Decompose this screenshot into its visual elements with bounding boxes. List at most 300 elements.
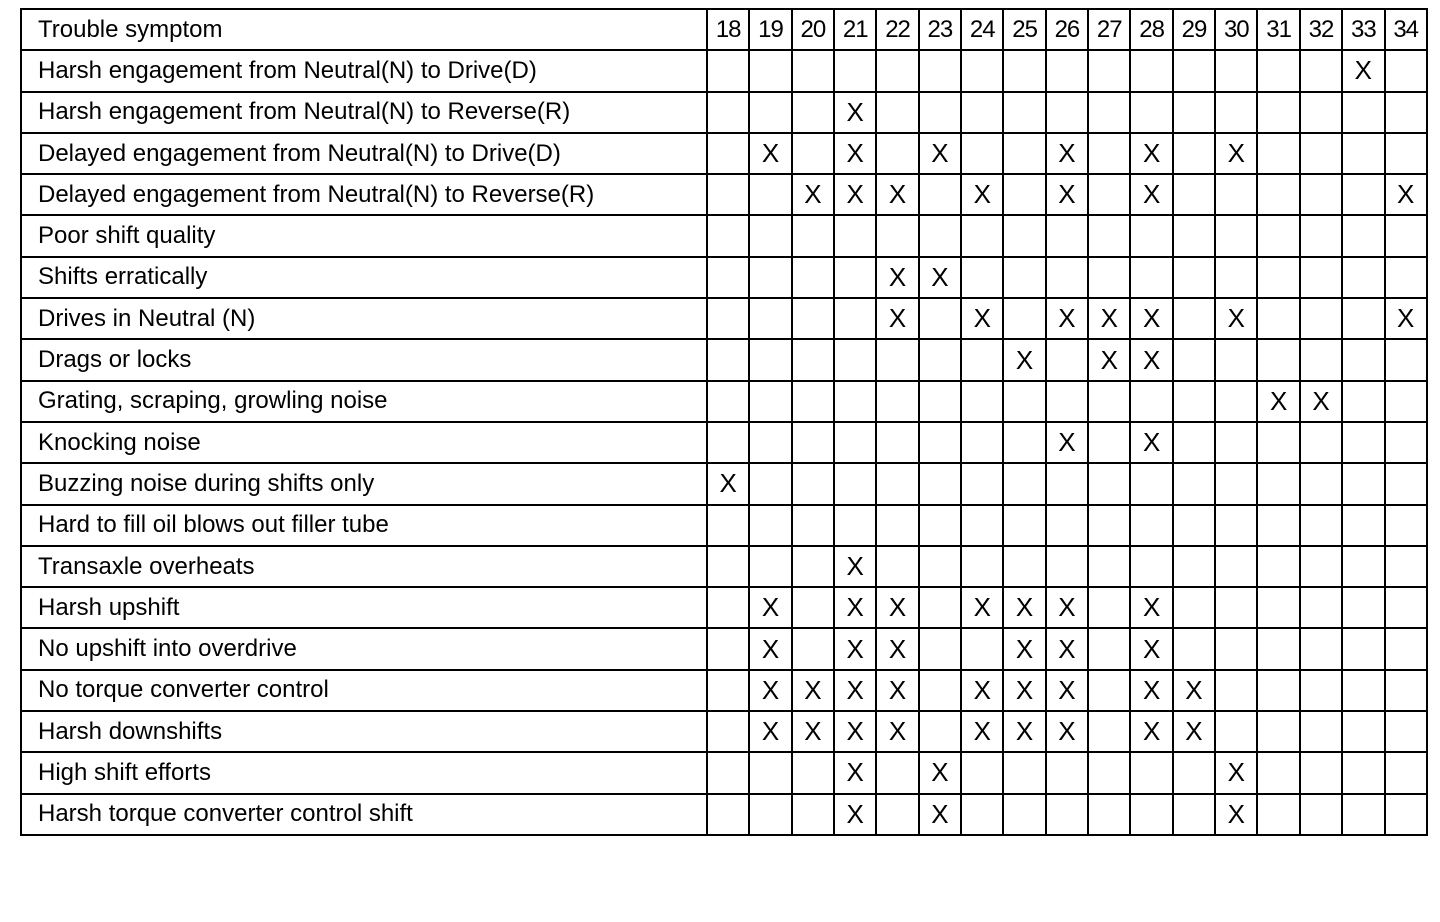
empty-cell	[961, 546, 1003, 587]
empty-cell	[961, 92, 1003, 133]
empty-cell	[1385, 794, 1427, 835]
check-mark-cell: X	[834, 711, 876, 752]
check-mark-cell: X	[1342, 50, 1384, 91]
empty-cell	[1257, 794, 1299, 835]
empty-cell	[919, 670, 961, 711]
empty-cell	[876, 50, 918, 91]
empty-cell	[1130, 463, 1172, 504]
empty-cell	[792, 50, 834, 91]
column-header-27: 27	[1088, 9, 1130, 50]
empty-cell	[1173, 505, 1215, 546]
empty-cell	[876, 133, 918, 174]
empty-cell	[1173, 215, 1215, 256]
empty-cell	[1173, 92, 1215, 133]
check-mark-cell: X	[1003, 628, 1045, 669]
check-mark-cell: X	[834, 587, 876, 628]
empty-cell	[1003, 546, 1045, 587]
empty-cell	[1300, 92, 1342, 133]
empty-cell	[1257, 628, 1299, 669]
empty-cell	[792, 133, 834, 174]
empty-cell	[1088, 133, 1130, 174]
empty-cell	[749, 752, 791, 793]
symptom-label: Transaxle overheats	[21, 546, 707, 587]
empty-cell	[749, 174, 791, 215]
empty-cell	[1342, 670, 1384, 711]
check-mark-cell: X	[1173, 670, 1215, 711]
empty-cell	[707, 752, 749, 793]
empty-cell	[792, 463, 834, 504]
empty-cell	[1130, 215, 1172, 256]
empty-cell	[1088, 794, 1130, 835]
empty-cell	[1385, 381, 1427, 422]
empty-cell	[961, 133, 1003, 174]
empty-cell	[1088, 711, 1130, 752]
empty-cell	[961, 505, 1003, 546]
check-mark-cell: X	[919, 752, 961, 793]
check-mark-cell: X	[1046, 587, 1088, 628]
empty-cell	[1046, 215, 1088, 256]
empty-cell	[707, 794, 749, 835]
empty-cell	[1003, 92, 1045, 133]
check-mark-cell: X	[1003, 670, 1045, 711]
empty-cell	[707, 587, 749, 628]
empty-cell	[1088, 92, 1130, 133]
empty-cell	[1130, 505, 1172, 546]
empty-cell	[792, 546, 834, 587]
empty-cell	[919, 628, 961, 669]
check-mark-cell: X	[919, 133, 961, 174]
empty-cell	[1342, 463, 1384, 504]
empty-cell	[1046, 257, 1088, 298]
check-mark-cell: X	[1130, 174, 1172, 215]
trouble-symptom-chart	[20, 8, 1428, 836]
check-mark-cell: X	[834, 794, 876, 835]
empty-cell	[1300, 505, 1342, 546]
check-mark-cell: X	[1046, 298, 1088, 339]
symptom-label: Delayed engagement from Neutral(N) to Reverse(R)	[21, 174, 707, 215]
table-row	[21, 546, 1427, 587]
empty-cell	[1215, 505, 1257, 546]
empty-cell	[1215, 711, 1257, 752]
empty-cell	[707, 670, 749, 711]
empty-cell	[1215, 215, 1257, 256]
empty-cell	[1257, 422, 1299, 463]
empty-cell	[1003, 381, 1045, 422]
symptom-label: No torque converter control	[21, 670, 707, 711]
empty-cell	[876, 339, 918, 380]
column-header-34: 34	[1385, 9, 1427, 50]
empty-cell	[1385, 422, 1427, 463]
empty-cell	[1046, 752, 1088, 793]
column-header-20: 20	[792, 9, 834, 50]
empty-cell	[1003, 215, 1045, 256]
empty-cell	[919, 505, 961, 546]
empty-cell	[919, 50, 961, 91]
empty-cell	[1003, 505, 1045, 546]
column-header-26: 26	[1046, 9, 1088, 50]
empty-cell	[961, 381, 1003, 422]
empty-cell	[1088, 546, 1130, 587]
empty-cell	[1173, 257, 1215, 298]
check-mark-cell: X	[1215, 298, 1257, 339]
empty-cell	[1003, 752, 1045, 793]
table-row	[21, 670, 1427, 711]
empty-cell	[792, 505, 834, 546]
table-row	[21, 628, 1427, 669]
empty-cell	[1385, 257, 1427, 298]
empty-cell	[1257, 298, 1299, 339]
empty-cell	[792, 339, 834, 380]
symptom-label: High shift efforts	[21, 752, 707, 793]
empty-cell	[1385, 133, 1427, 174]
empty-cell	[1215, 339, 1257, 380]
empty-cell	[792, 794, 834, 835]
empty-cell	[1342, 505, 1384, 546]
empty-cell	[1300, 752, 1342, 793]
table-row	[21, 215, 1427, 256]
empty-cell	[1215, 257, 1257, 298]
empty-cell	[1257, 174, 1299, 215]
empty-cell	[1385, 628, 1427, 669]
empty-cell	[919, 711, 961, 752]
empty-cell	[1385, 752, 1427, 793]
header-trouble-symptom: Trouble symptom	[21, 9, 707, 50]
empty-cell	[1300, 587, 1342, 628]
symptom-label: Buzzing noise during shifts only	[21, 463, 707, 504]
check-mark-cell: X	[1130, 670, 1172, 711]
table-row	[21, 339, 1427, 380]
check-mark-cell: X	[961, 298, 1003, 339]
empty-cell	[1257, 215, 1299, 256]
empty-cell	[1342, 339, 1384, 380]
check-mark-cell: X	[961, 670, 1003, 711]
empty-cell	[749, 794, 791, 835]
table-body	[21, 50, 1427, 835]
empty-cell	[1046, 50, 1088, 91]
empty-cell	[919, 298, 961, 339]
check-mark-cell: X	[1215, 752, 1257, 793]
empty-cell	[1300, 215, 1342, 256]
column-header-19: 19	[749, 9, 791, 50]
empty-cell	[1088, 174, 1130, 215]
header-row	[21, 9, 1427, 50]
empty-cell	[1046, 794, 1088, 835]
empty-cell	[707, 215, 749, 256]
empty-cell	[1088, 50, 1130, 91]
check-mark-cell: X	[1215, 794, 1257, 835]
table-row	[21, 711, 1427, 752]
empty-cell	[1130, 257, 1172, 298]
empty-cell	[876, 463, 918, 504]
empty-cell	[1385, 339, 1427, 380]
empty-cell	[1173, 422, 1215, 463]
empty-cell	[1173, 628, 1215, 669]
check-mark-cell: X	[1130, 339, 1172, 380]
symptom-label: Shifts erratically	[21, 257, 707, 298]
column-header-29: 29	[1173, 9, 1215, 50]
empty-cell	[792, 628, 834, 669]
empty-cell	[834, 257, 876, 298]
empty-cell	[1215, 50, 1257, 91]
table-row	[21, 298, 1427, 339]
table-row	[21, 794, 1427, 835]
empty-cell	[707, 174, 749, 215]
empty-cell	[1342, 794, 1384, 835]
empty-cell	[919, 339, 961, 380]
table-row	[21, 92, 1427, 133]
empty-cell	[1215, 587, 1257, 628]
empty-cell	[792, 257, 834, 298]
column-header-33: 33	[1342, 9, 1384, 50]
empty-cell	[749, 546, 791, 587]
empty-cell	[834, 422, 876, 463]
empty-cell	[1385, 670, 1427, 711]
empty-cell	[961, 794, 1003, 835]
empty-cell	[1215, 381, 1257, 422]
empty-cell	[961, 50, 1003, 91]
column-header-32: 32	[1300, 9, 1342, 50]
check-mark-cell: X	[834, 628, 876, 669]
check-mark-cell: X	[961, 711, 1003, 752]
empty-cell	[707, 257, 749, 298]
empty-cell	[961, 215, 1003, 256]
empty-cell	[1215, 422, 1257, 463]
empty-cell	[1088, 505, 1130, 546]
empty-cell	[1342, 257, 1384, 298]
empty-cell	[1046, 381, 1088, 422]
empty-cell	[749, 339, 791, 380]
column-header-23: 23	[919, 9, 961, 50]
table-row	[21, 463, 1427, 504]
empty-cell	[1173, 587, 1215, 628]
check-mark-cell: X	[1173, 711, 1215, 752]
empty-cell	[707, 298, 749, 339]
empty-cell	[1257, 505, 1299, 546]
empty-cell	[1300, 422, 1342, 463]
check-mark-cell: X	[876, 298, 918, 339]
empty-cell	[1385, 711, 1427, 752]
empty-cell	[1003, 794, 1045, 835]
empty-cell	[961, 422, 1003, 463]
empty-cell	[707, 505, 749, 546]
empty-cell	[1088, 257, 1130, 298]
empty-cell	[1300, 50, 1342, 91]
symptom-label: Poor shift quality	[21, 215, 707, 256]
check-mark-cell: X	[834, 670, 876, 711]
empty-cell	[919, 174, 961, 215]
empty-cell	[1088, 752, 1130, 793]
empty-cell	[876, 546, 918, 587]
check-mark-cell: X	[961, 587, 1003, 628]
empty-cell	[749, 381, 791, 422]
empty-cell	[961, 752, 1003, 793]
empty-cell	[1215, 174, 1257, 215]
empty-cell	[1003, 50, 1045, 91]
empty-cell	[749, 50, 791, 91]
empty-cell	[1088, 628, 1130, 669]
empty-cell	[707, 546, 749, 587]
empty-cell	[1046, 546, 1088, 587]
symptom-label: Drags or locks	[21, 339, 707, 380]
symptom-label: Harsh upshift	[21, 587, 707, 628]
empty-cell	[1173, 298, 1215, 339]
empty-cell	[1173, 752, 1215, 793]
empty-cell	[961, 339, 1003, 380]
check-mark-cell: X	[876, 174, 918, 215]
empty-cell	[919, 422, 961, 463]
column-header-31: 31	[1257, 9, 1299, 50]
empty-cell	[1342, 92, 1384, 133]
check-mark-cell: X	[1130, 298, 1172, 339]
check-mark-cell: X	[876, 670, 918, 711]
empty-cell	[876, 794, 918, 835]
check-mark-cell: X	[1130, 711, 1172, 752]
check-mark-cell: X	[1130, 422, 1172, 463]
check-mark-cell: X	[1215, 133, 1257, 174]
check-mark-cell: X	[792, 670, 834, 711]
empty-cell	[1342, 215, 1384, 256]
empty-cell	[792, 215, 834, 256]
check-mark-cell: X	[919, 257, 961, 298]
empty-cell	[919, 215, 961, 256]
check-mark-cell: X	[876, 711, 918, 752]
empty-cell	[1385, 50, 1427, 91]
empty-cell	[1173, 50, 1215, 91]
empty-cell	[1215, 628, 1257, 669]
empty-cell	[1173, 381, 1215, 422]
column-header-30: 30	[1215, 9, 1257, 50]
empty-cell	[707, 381, 749, 422]
empty-cell	[1046, 463, 1088, 504]
symptom-label: No upshift into overdrive	[21, 628, 707, 669]
empty-cell	[792, 92, 834, 133]
empty-cell	[1300, 794, 1342, 835]
check-mark-cell: X	[919, 794, 961, 835]
empty-cell	[834, 505, 876, 546]
empty-cell	[1385, 92, 1427, 133]
table-row	[21, 257, 1427, 298]
check-mark-cell: X	[1257, 381, 1299, 422]
empty-cell	[876, 381, 918, 422]
empty-cell	[1342, 422, 1384, 463]
empty-cell	[834, 339, 876, 380]
check-mark-cell: X	[749, 587, 791, 628]
table-row	[21, 505, 1427, 546]
empty-cell	[919, 92, 961, 133]
empty-cell	[749, 463, 791, 504]
empty-cell	[1385, 587, 1427, 628]
symptom-label: Knocking noise	[21, 422, 707, 463]
empty-cell	[1257, 752, 1299, 793]
empty-cell	[1342, 133, 1384, 174]
table-row	[21, 752, 1427, 793]
column-header-22: 22	[876, 9, 918, 50]
empty-cell	[792, 422, 834, 463]
column-header-18: 18	[707, 9, 749, 50]
empty-cell	[1257, 339, 1299, 380]
empty-cell	[1385, 546, 1427, 587]
check-mark-cell: X	[1385, 298, 1427, 339]
check-mark-cell: X	[1088, 339, 1130, 380]
empty-cell	[749, 257, 791, 298]
symptom-label: Drives in Neutral (N)	[21, 298, 707, 339]
check-mark-cell: X	[1046, 174, 1088, 215]
check-mark-cell: X	[876, 628, 918, 669]
empty-cell	[1300, 298, 1342, 339]
empty-cell	[749, 92, 791, 133]
empty-cell	[961, 463, 1003, 504]
empty-cell	[876, 752, 918, 793]
check-mark-cell: X	[749, 133, 791, 174]
check-mark-cell: X	[1385, 174, 1427, 215]
empty-cell	[1088, 215, 1130, 256]
empty-cell	[1215, 546, 1257, 587]
check-mark-cell: X	[876, 587, 918, 628]
table-row	[21, 381, 1427, 422]
empty-cell	[1342, 587, 1384, 628]
empty-cell	[1088, 670, 1130, 711]
empty-cell	[1342, 174, 1384, 215]
empty-cell	[1130, 546, 1172, 587]
empty-cell	[792, 752, 834, 793]
empty-cell	[1342, 752, 1384, 793]
empty-cell	[834, 381, 876, 422]
empty-cell	[834, 463, 876, 504]
check-mark-cell: X	[834, 752, 876, 793]
empty-cell	[707, 92, 749, 133]
empty-cell	[1385, 215, 1427, 256]
empty-cell	[707, 711, 749, 752]
check-mark-cell: X	[876, 257, 918, 298]
empty-cell	[919, 546, 961, 587]
empty-cell	[961, 628, 1003, 669]
check-mark-cell: X	[1003, 339, 1045, 380]
empty-cell	[1300, 670, 1342, 711]
empty-cell	[1300, 339, 1342, 380]
check-mark-cell: X	[834, 133, 876, 174]
symptom-label: Harsh torque converter control shift	[21, 794, 707, 835]
check-mark-cell: X	[1046, 711, 1088, 752]
empty-cell	[1088, 422, 1130, 463]
empty-cell	[1300, 711, 1342, 752]
empty-cell	[1342, 546, 1384, 587]
empty-cell	[1173, 794, 1215, 835]
empty-cell	[919, 381, 961, 422]
empty-cell	[749, 422, 791, 463]
empty-cell	[1300, 257, 1342, 298]
empty-cell	[707, 50, 749, 91]
table-row	[21, 422, 1427, 463]
empty-cell	[1300, 628, 1342, 669]
empty-cell	[1257, 463, 1299, 504]
empty-cell	[792, 381, 834, 422]
empty-cell	[1257, 133, 1299, 174]
empty-cell	[1046, 505, 1088, 546]
check-mark-cell: X	[749, 670, 791, 711]
empty-cell	[1173, 546, 1215, 587]
empty-cell	[919, 463, 961, 504]
empty-cell	[1173, 463, 1215, 504]
check-mark-cell: X	[1003, 587, 1045, 628]
empty-cell	[1257, 546, 1299, 587]
empty-cell	[1003, 174, 1045, 215]
symptom-label: Harsh downshifts	[21, 711, 707, 752]
empty-cell	[749, 505, 791, 546]
check-mark-cell: X	[1088, 298, 1130, 339]
empty-cell	[1215, 92, 1257, 133]
empty-cell	[1046, 92, 1088, 133]
empty-cell	[1300, 463, 1342, 504]
